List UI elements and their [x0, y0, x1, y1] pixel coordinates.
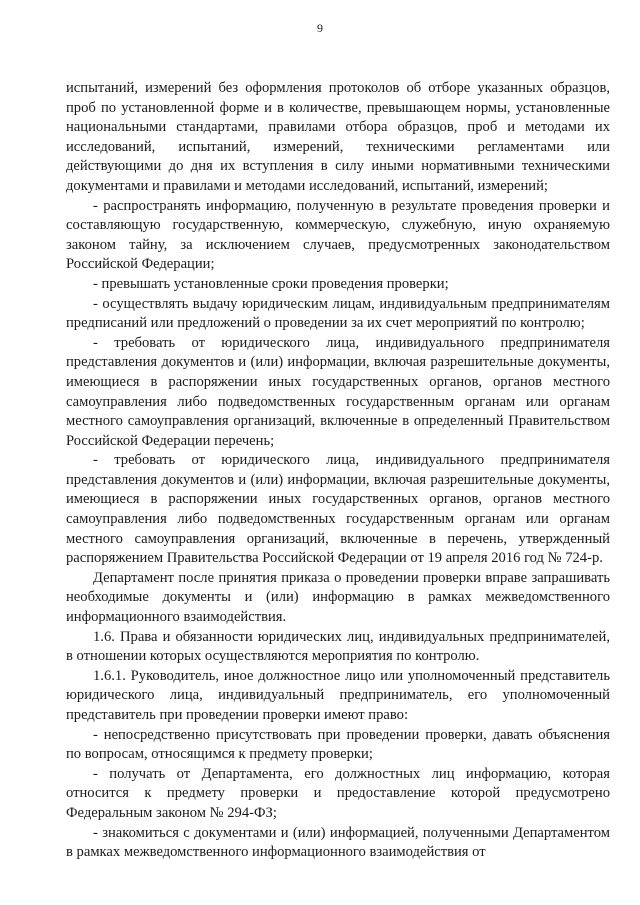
paragraph: - превышать установленные сроки проведения проверки;	[93, 275, 449, 292]
section-heading: 1.6. Права и обязанности юридических лиц, индивидуальных предпринимателей, в отношении которых осуществляются мероприятия по контролю.	[66, 628, 610, 665]
paragraph: - осуществлять выдачу юридическим лицам, индивидуальным предпринимателям предписаний или предложений о проведении за их счет мероприятий по контролю;	[66, 295, 610, 332]
document-body	[66, 79, 610, 863]
paragraph: 1.6.1. Руководитель, иное должностное лицо или уполномоченный представитель юридического лица, индивидуальный предприниматель, его уполномоченный представитель при проведении проверки имеют право:	[66, 667, 610, 723]
paragraph: - получать от Департамента, его должностных лиц информацию, которая относится к предмету проверки и предоставление которой предусмотрено Федеральным законом № 294-ФЗ;	[66, 765, 610, 821]
paragraph-continuation: испытаний, измерений без оформления протоколов об отборе указанных образцов, проб по установленной форме и в количестве, превышающем нормы, установленные национальными стандартами, правилами отбора образцов, проб и методами их исследований, испытаний, измерений, техническими регламентами или действующими до дня их вступления в силу иными нормативными техническими документами и правилами и методами исследований, испытаний, измерений;	[66, 80, 610, 194]
paragraph: Департамент после принятия приказа о проведении проверки вправе запрашивать необходимые документы и (или) информацию в рамках межведомственного информационного взаимодействия.	[66, 569, 610, 626]
paragraph: - распространять информацию, полученную в результате проведения проверки и составляющую государственную, коммерческую, служебную, иную охраняемую законом тайну, за исключением случаев, предусмотренных законодательством Российской Федерации;	[66, 197, 610, 273]
paragraph: - требовать от юридического лица, индивидуального предпринимателя представления документов и (или) информации, включая разрешительные документы, имеющиеся в распоряжении иных государственных органов, органов местного самоуправления либо подведомственных государственным органам или органам местного самоуправления организаций, включенные в определенный Правительством Российской Федерации перечень;	[66, 334, 610, 449]
paragraph: - непосредственно присутствовать при проведении проверки, давать объяснения по вопросам, относящимся к предмету проверки;	[66, 726, 610, 763]
paragraph: - требовать от юридического лица, индивидуального предпринимателя представления документов и (или) информации, включая разрешительные документы, имеющиеся в распоряжении иных государственных органов, органов местного самоуправления либо подведомственных государственным органам или органам местного самоуправления организаций, включенные в перечень, утвержденный распоряжением Правительства Российской Федерации от 19 апреля 2016 год № 724-р.	[66, 452, 610, 567]
paragraph: - знакомиться с документами и (или) информацией, полученными Департаментом в рамках межведомственного информационного взаимодействия от	[66, 824, 610, 861]
page-number: 9	[317, 21, 323, 35]
